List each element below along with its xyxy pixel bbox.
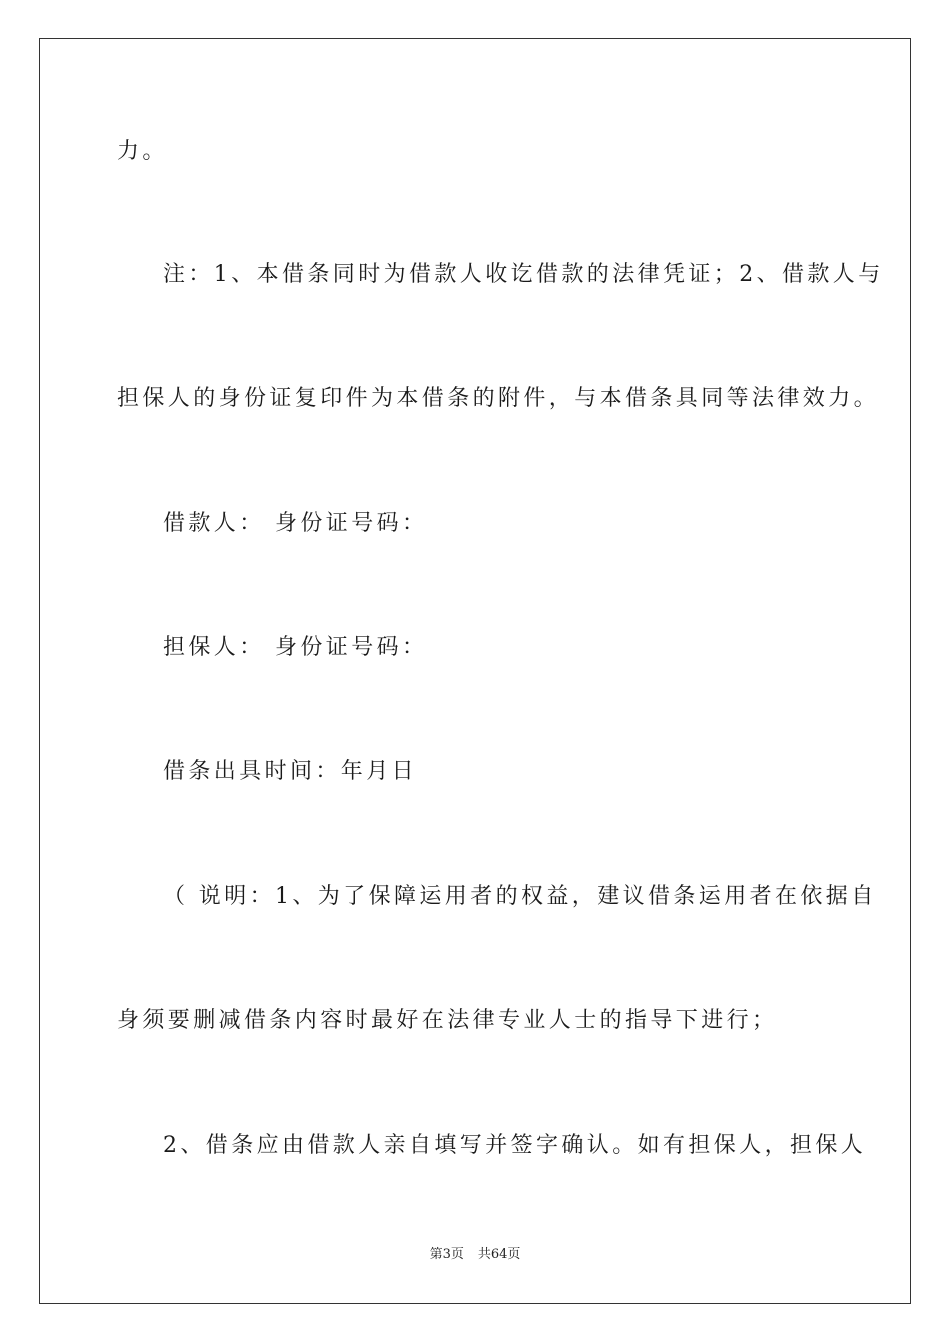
issue-date-line: 借条出具时间：年月日	[163, 759, 418, 784]
guarantor-id-line: 担保人： 身份证号码：	[163, 635, 428, 660]
paragraph-line-7: （ 说明：1、为了保障运用者的权益，建议借条运用者在依据自	[163, 884, 877, 909]
paragraph-line-3: 担保人的身份证复印件为本借条的附件，与本借条具同等法律效力。	[117, 386, 880, 411]
page-total: 共64页	[477, 1247, 521, 1262]
page-border	[39, 38, 911, 1304]
paragraph-line-2: 注：1、本借条同时为借款人收讫借款的法律凭证；2、借款人与	[163, 262, 884, 287]
paragraph-line-9: 2、借条应由借款人亲自填写并签字确认。如有担保人，担保人	[163, 1133, 867, 1158]
paragraph-line-8: 身须要删减借条内容时最好在法律专业人士的指导下进行；	[117, 1008, 778, 1033]
page-footer	[0, 1246, 950, 1264]
borrower-id-line: 借款人： 身份证号码：	[163, 511, 428, 536]
page-number: 第3页	[429, 1247, 464, 1262]
paragraph-line-1: 力。	[117, 139, 168, 164]
